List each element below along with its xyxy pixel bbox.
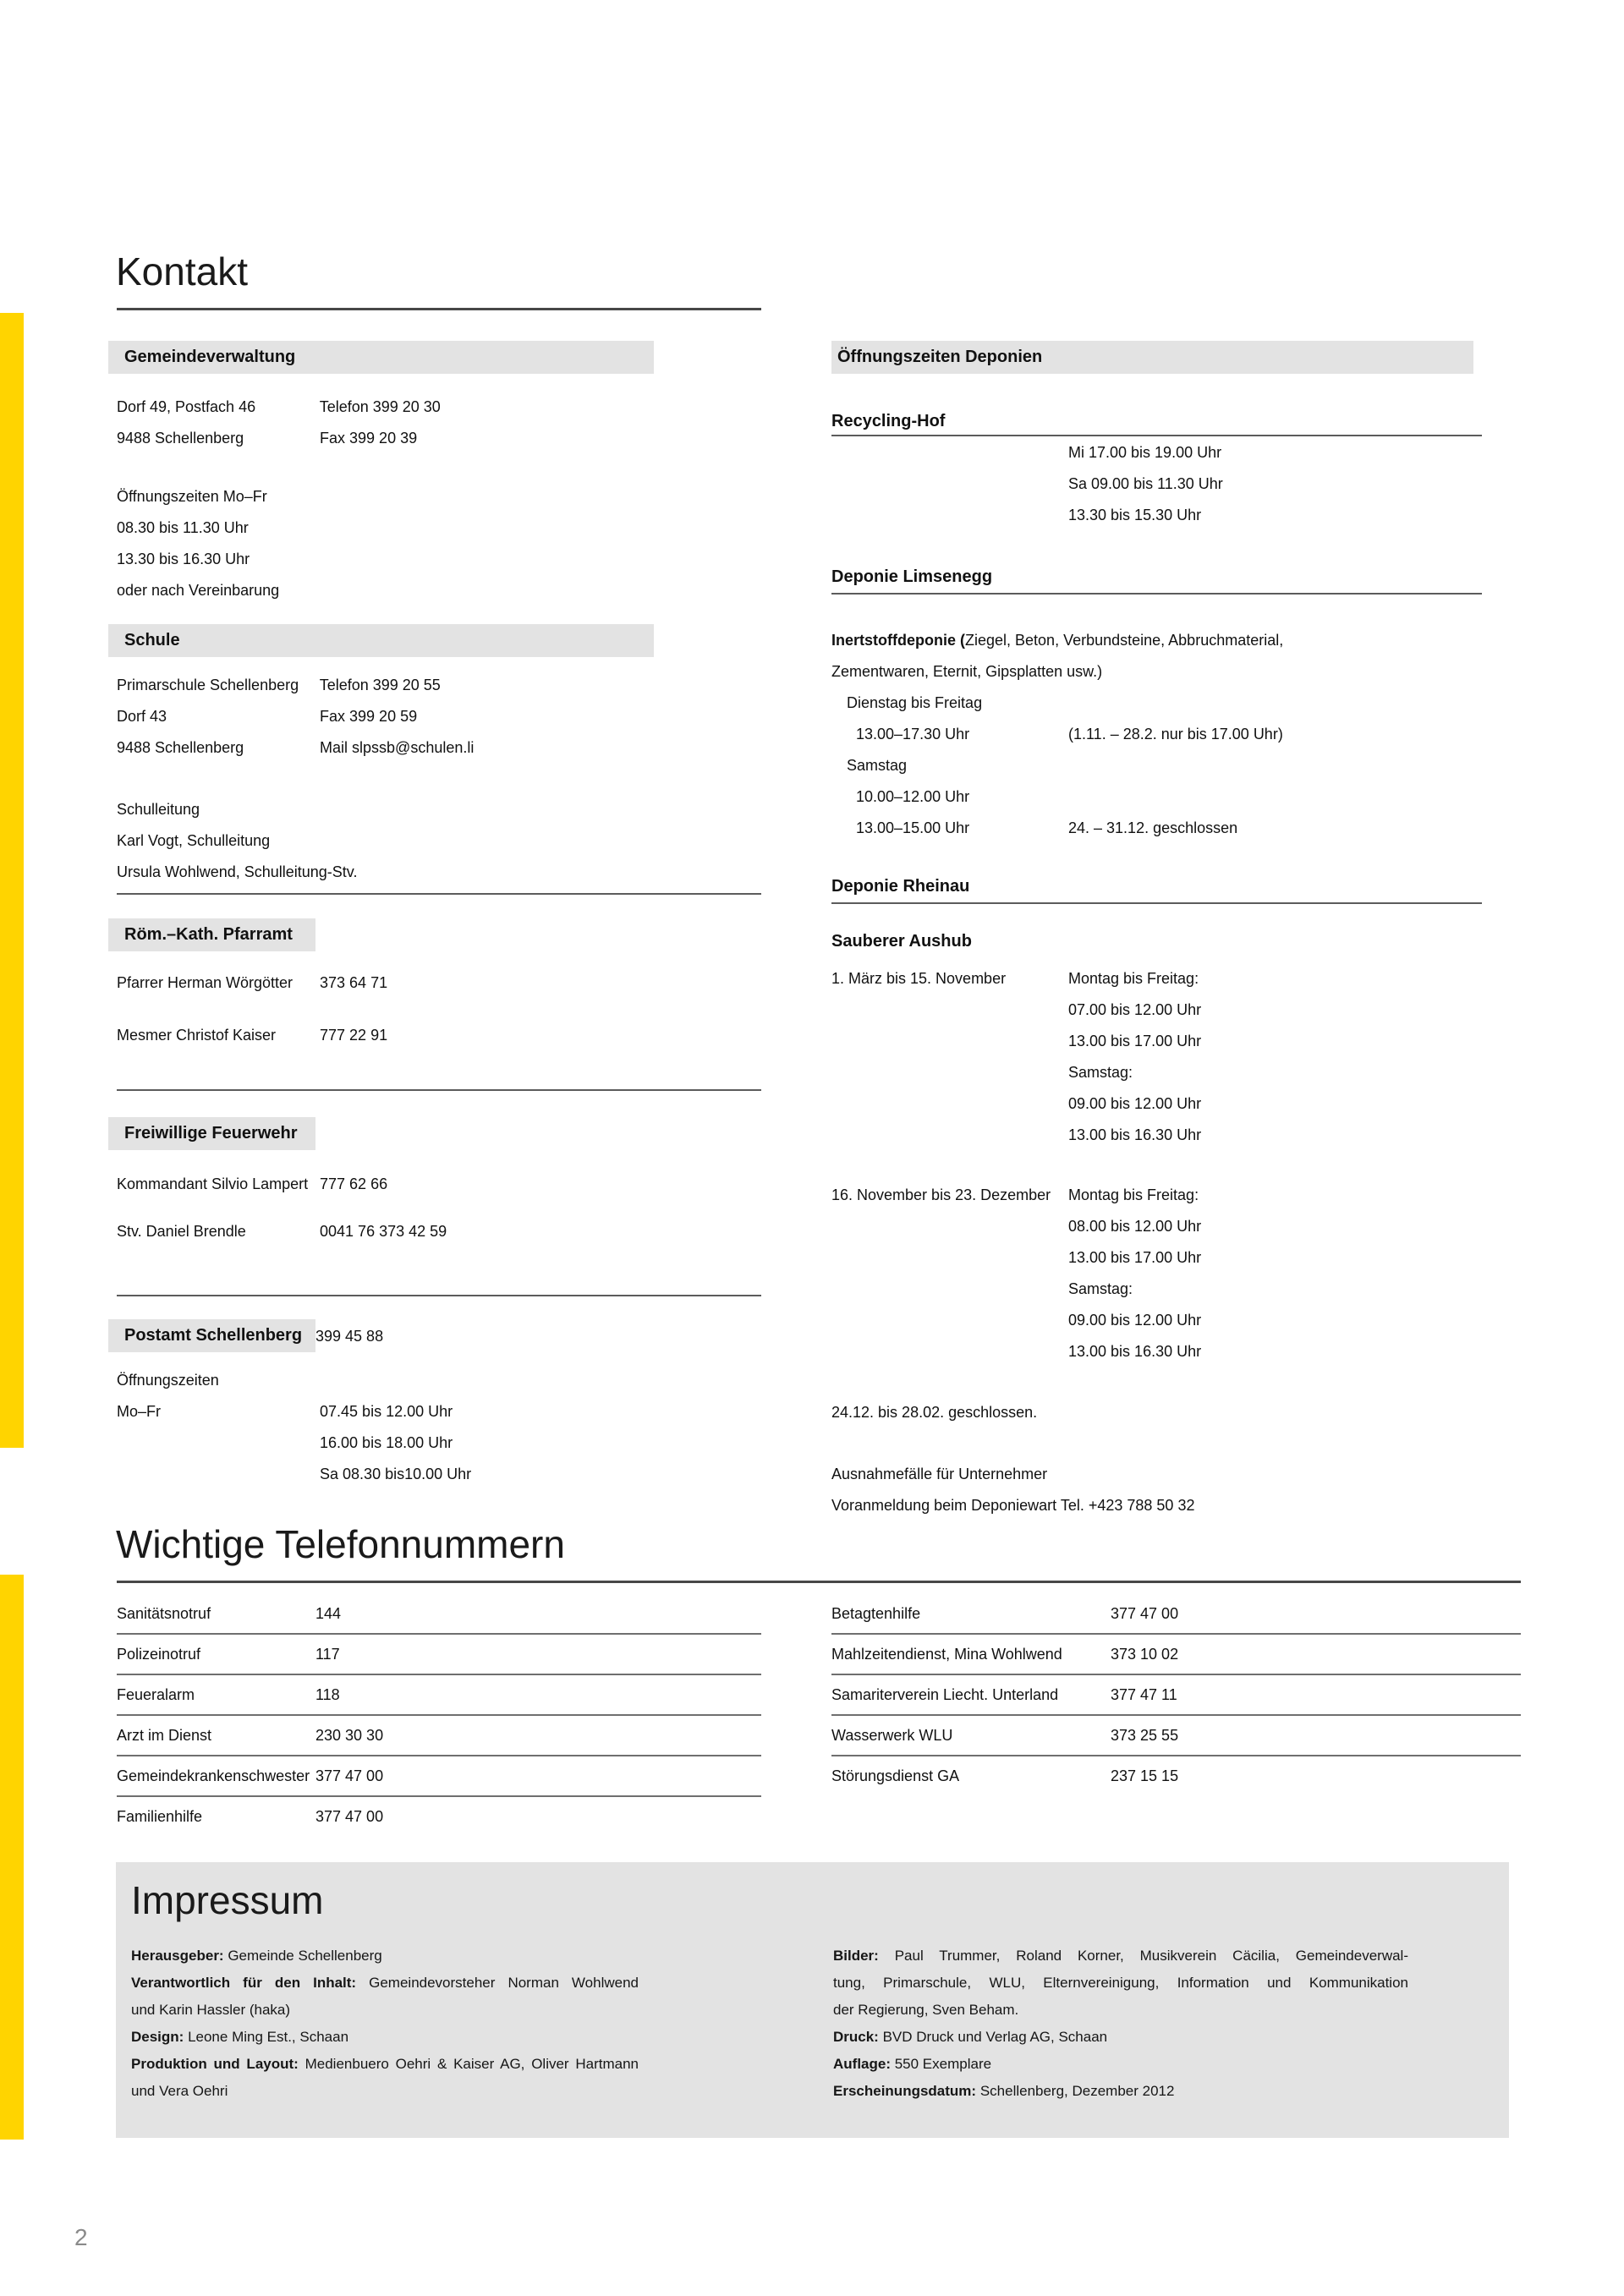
table-row bbox=[831, 1716, 1521, 1756]
winter-note: (1.11. – 28.2. nur bis 17.00 Uhr) bbox=[1068, 726, 1283, 743]
phone-number: 373 25 55 bbox=[1111, 1727, 1179, 1744]
table-row bbox=[117, 1675, 761, 1716]
impressum-right-column bbox=[833, 1943, 1408, 2105]
header-bar-feuerwehr bbox=[108, 1117, 315, 1150]
service-name: Störungsdienst GA bbox=[831, 1767, 960, 1784]
phone-number: 377 47 00 bbox=[315, 1767, 384, 1784]
section-title-telefonnummern: Wichtige Telefonnummern bbox=[116, 1522, 565, 1566]
time-value: 13.00–15.00 Uhr bbox=[856, 819, 970, 836]
phone-number: 377 47 11 bbox=[1111, 1686, 1177, 1703]
day-label: Samstag bbox=[847, 757, 908, 774]
note-line: Ausnahmefälle für Unternehmer bbox=[831, 1466, 1048, 1482]
impressum-line bbox=[833, 1997, 1408, 2024]
time-value: 13.00–17.30 Uhr bbox=[856, 726, 970, 743]
text-line: Schulleitung bbox=[117, 801, 200, 818]
kontakt-title-rule bbox=[117, 308, 761, 310]
header-bar-gemeindeverwaltung bbox=[108, 341, 654, 374]
header-bar-schule bbox=[108, 624, 654, 657]
address-line: Primarschule Schellenberg bbox=[117, 677, 299, 693]
service-name: Arzt im Dienst bbox=[117, 1727, 212, 1744]
address-row bbox=[117, 701, 474, 732]
header-label: Schule bbox=[124, 631, 180, 649]
value: Gemeindevorsteher Norman Wohlwend bbox=[356, 1975, 639, 1991]
closed-note: 24. – 31.12. geschlossen bbox=[1068, 819, 1238, 836]
header-bar-deponien bbox=[831, 341, 1473, 374]
address-row bbox=[117, 423, 441, 454]
impressum-line bbox=[131, 1970, 639, 1997]
header-label: Postamt Schellenberg bbox=[124, 1326, 303, 1345]
stellvertreter-row bbox=[117, 1216, 447, 1247]
rheinau-period-2 bbox=[831, 1180, 1201, 1367]
impressum-line bbox=[833, 2024, 1408, 2051]
phone-number: 377 47 00 bbox=[315, 1808, 384, 1825]
kommandant-row bbox=[117, 1169, 387, 1200]
time-line: 09.00 bis 12.00 Uhr bbox=[1068, 1312, 1202, 1329]
sauberer-aushub-heading: Sauberer Aushub bbox=[831, 932, 972, 951]
header-label: Öffnungszeiten Deponien bbox=[837, 348, 1043, 366]
label: Design: bbox=[131, 2029, 184, 2045]
impressum-line bbox=[833, 1943, 1408, 1970]
hours-line: 13.30 bis 16.30 Uhr bbox=[117, 551, 250, 567]
text-line: Ursula Wohlwend, Schulleitung-Stv. bbox=[117, 863, 358, 880]
person-name: Mesmer Christof Kaiser bbox=[117, 1027, 277, 1044]
value: 550 Exemplare bbox=[891, 2056, 992, 2072]
table-row bbox=[117, 1716, 761, 1756]
service-name: Sanitätsnotruf bbox=[117, 1605, 211, 1622]
label: Verantwortlich für den Inhalt: bbox=[131, 1975, 357, 1991]
service-name: Polizeinotruf bbox=[117, 1646, 201, 1663]
time-line: Samstag: bbox=[1068, 1280, 1133, 1297]
person-name: Kommandant Silvio Lampert bbox=[117, 1175, 309, 1192]
impressum-line bbox=[131, 2051, 639, 2078]
service-name: Familienhilfe bbox=[117, 1808, 203, 1825]
label: Auflage: bbox=[833, 2056, 891, 2072]
time-line: 08.00 bis 12.00 Uhr bbox=[1068, 1218, 1202, 1235]
impressum-left-column bbox=[131, 1943, 639, 2105]
accent-bar-lower bbox=[0, 1575, 24, 2140]
value: tung, Primarschule, WLU, Elternvereinigung, Information und Kommunikation bbox=[833, 1975, 1408, 1991]
recycling-hof-times bbox=[1068, 437, 1223, 531]
deponie-rheinau-rule bbox=[831, 902, 1482, 904]
phone-number: 118 bbox=[315, 1686, 340, 1703]
recycling-hof-rule bbox=[831, 435, 1482, 436]
address-line: Dorf 49, Postfach 46 bbox=[117, 398, 256, 415]
hours-value: 07.45 bis 12.00 Uhr bbox=[320, 1403, 453, 1420]
service-name: Feueralarm bbox=[117, 1686, 195, 1703]
label: Produktion und Layout: bbox=[131, 2056, 299, 2072]
time-line: 13.00 bis 16.30 Uhr bbox=[1068, 1343, 1202, 1360]
gemeindeverwaltung-address bbox=[117, 392, 441, 454]
schedule-line bbox=[831, 688, 1283, 719]
time-line: Samstag: bbox=[1068, 1064, 1133, 1081]
table-row bbox=[831, 1594, 1521, 1635]
hours-line: 08.30 bis 11.30 Uhr bbox=[117, 519, 249, 536]
value: BVD Druck und Verlag AG, Schaan bbox=[878, 2029, 1108, 2045]
address-row bbox=[117, 670, 474, 701]
label: Erscheinungsdatum: bbox=[833, 2083, 977, 2099]
label: Herausgeber: bbox=[131, 1948, 224, 1964]
address-line: 9488 Schellenberg bbox=[117, 430, 244, 447]
value: Medienbuero Oehri & Kaiser AG, Oliver Hartmann bbox=[298, 2056, 639, 2072]
page-number: 2 bbox=[74, 2224, 88, 2250]
time-line: 07.00 bis 12.00 Uhr bbox=[1068, 1001, 1202, 1018]
hours-value: 16.00 bis 18.00 Uhr bbox=[320, 1434, 453, 1451]
value: und Vera Oehri bbox=[131, 2083, 228, 2099]
time-line: Sa 09.00 bis 11.30 Uhr bbox=[1068, 475, 1223, 492]
deponie-limsenegg-heading: Deponie Limsenegg bbox=[831, 567, 993, 586]
phone-value: Telefon 399 20 30 bbox=[319, 398, 441, 415]
impressum-line bbox=[833, 2078, 1408, 2105]
table-row bbox=[831, 1635, 1521, 1675]
impressum-line bbox=[131, 2024, 639, 2051]
time-line: Montag bis Freitag: bbox=[1068, 1186, 1199, 1203]
rheinau-closed-line: 24.12. bis 28.02. geschlossen. bbox=[831, 1404, 1038, 1421]
table-row bbox=[117, 1594, 761, 1635]
period-label: 1. März bis 15. November bbox=[831, 970, 1007, 987]
hours-line: oder nach Vereinbarung bbox=[117, 582, 280, 599]
label: Bilder: bbox=[833, 1948, 879, 1964]
rheinau-period-1 bbox=[831, 963, 1201, 1151]
text-line: Karl Vogt, Schulleitung bbox=[117, 832, 271, 849]
value: Schellenberg, Dezember 2012 bbox=[976, 2083, 1175, 2099]
impressum-line bbox=[131, 2078, 639, 2105]
mesmer-row bbox=[117, 1020, 387, 1051]
service-name: Samariterverein Liecht. Unterland bbox=[831, 1686, 1059, 1703]
impressum-line bbox=[833, 1970, 1408, 1997]
deponie-rheinau-heading: Deponie Rheinau bbox=[831, 877, 970, 896]
phone-table-right bbox=[831, 1594, 1521, 1795]
hours-value: Sa 08.30 bis10.00 Uhr bbox=[320, 1466, 472, 1482]
table-row bbox=[117, 1756, 761, 1797]
rheinau-note bbox=[831, 1459, 1194, 1521]
divider-rule bbox=[117, 893, 761, 895]
schedule-line bbox=[831, 719, 1283, 750]
schedule-line bbox=[831, 750, 1283, 781]
service-name: Mahlzeitendienst, Mina Wohlwend bbox=[831, 1646, 1062, 1663]
time-line: 13.30 bis 15.30 Uhr bbox=[1068, 507, 1202, 523]
table-row bbox=[831, 1675, 1521, 1716]
phone-number: 377 47 00 bbox=[1111, 1605, 1179, 1622]
time-line: Mi 17.00 bis 19.00 Uhr bbox=[1068, 444, 1222, 461]
fax-value: Fax 399 20 39 bbox=[320, 430, 418, 447]
table-row bbox=[831, 1756, 1521, 1795]
time-line: 13.00 bis 17.00 Uhr bbox=[1068, 1033, 1202, 1049]
postamt-phone: 399 45 88 bbox=[315, 1328, 384, 1345]
schule-address bbox=[117, 670, 474, 764]
period-label: 16. November bis 23. Dezember bbox=[831, 1186, 1051, 1203]
table-row bbox=[117, 1797, 761, 1836]
intro-bold: Inertstoffdeponie ( bbox=[831, 632, 965, 649]
impressum-title: Impressum bbox=[131, 1878, 324, 1922]
service-name: Betagtenhilfe bbox=[831, 1605, 921, 1622]
time-line: 13.00 bis 17.00 Uhr bbox=[1068, 1249, 1202, 1266]
header-label: Röm.–Kath. Pfarramt bbox=[124, 925, 293, 944]
person-name: Pfarrer Herman Wörgötter bbox=[117, 974, 294, 991]
mail-value: Mail slpssb@schulen.li bbox=[320, 739, 475, 756]
divider-rule bbox=[117, 1295, 761, 1296]
postamt-hours bbox=[117, 1396, 471, 1490]
accent-bar-upper bbox=[0, 313, 24, 1448]
header-bar-postamt bbox=[108, 1319, 315, 1352]
value: Paul Trummer, Roland Korner, Musikverein Cäcilia, Gemeindeverwal- bbox=[878, 1948, 1408, 1964]
time-line: Montag bis Freitag: bbox=[1068, 970, 1199, 987]
value: und Karin Hassler (haka) bbox=[131, 2002, 291, 2018]
phone-value: 0041 76 373 42 59 bbox=[320, 1223, 447, 1240]
intro-line bbox=[831, 625, 1283, 656]
phone-number: 144 bbox=[315, 1605, 342, 1622]
value: Leone Ming Est., Schaan bbox=[184, 2029, 349, 2045]
header-label: Gemeindeverwaltung bbox=[124, 348, 296, 366]
recycling-hof-heading: Recycling-Hof bbox=[831, 412, 946, 430]
schedule-line bbox=[831, 781, 1283, 813]
impressum-line bbox=[131, 1997, 639, 2024]
time-value: 10.00–12.00 Uhr bbox=[856, 788, 970, 805]
value: der Regierung, Sven Beham. bbox=[833, 2002, 1019, 2018]
pfarrer-row bbox=[117, 967, 387, 999]
value: Gemeinde Schellenberg bbox=[223, 1948, 382, 1964]
address-line: Dorf 43 bbox=[117, 708, 167, 725]
service-name: Wasserwerk WLU bbox=[831, 1727, 953, 1744]
phone-table-left bbox=[117, 1594, 761, 1836]
intro-rest: Ziegel, Beton, Verbundsteine, Abbruchmaterial, bbox=[965, 632, 1284, 649]
limsenegg-details bbox=[831, 625, 1283, 844]
phone-number: 373 10 02 bbox=[1111, 1646, 1179, 1663]
schulleitung-block bbox=[117, 794, 357, 888]
fax-value: Fax 399 20 59 bbox=[320, 708, 418, 725]
telefonnummern-title-rule bbox=[117, 1581, 1521, 1583]
divider-rule bbox=[117, 1089, 761, 1091]
table-row bbox=[117, 1635, 761, 1675]
gemeindeverwaltung-hours bbox=[117, 481, 279, 606]
note-line: Voranmeldung beim Deponiewart Tel. +423 788 50 32 bbox=[831, 1497, 1195, 1514]
intro-line2: Zementwaren, Eternit, Gipsplatten usw.) bbox=[831, 663, 1103, 680]
impressum-line bbox=[131, 1943, 639, 1970]
postamt-hours-label: Öffnungszeiten bbox=[117, 1372, 219, 1389]
address-line: 9488 Schellenberg bbox=[117, 739, 244, 756]
label: Druck: bbox=[833, 2029, 879, 2045]
day-label: Dienstag bis Freitag bbox=[847, 694, 983, 711]
header-bar-pfarramt bbox=[108, 918, 315, 951]
person-name: Stv. Daniel Brendle bbox=[117, 1223, 246, 1240]
hours-line: Öffnungszeiten Mo–Fr bbox=[117, 488, 267, 505]
phone-value: 777 62 66 bbox=[320, 1175, 388, 1192]
time-line: 13.00 bis 16.30 Uhr bbox=[1068, 1126, 1202, 1143]
phone-number: 117 bbox=[315, 1646, 340, 1663]
phone-value: Telefon 399 20 55 bbox=[319, 677, 441, 693]
phone-number: 237 15 15 bbox=[1111, 1767, 1179, 1784]
deponie-limsenegg-rule bbox=[831, 593, 1482, 595]
section-title-kontakt: Kontakt bbox=[116, 249, 248, 293]
phone-number: 230 30 30 bbox=[315, 1727, 384, 1744]
day-label: Mo–Fr bbox=[117, 1403, 162, 1420]
impressum-line bbox=[833, 2051, 1408, 2078]
header-label: Freiwillige Feuerwehr bbox=[124, 1124, 298, 1143]
time-line: 09.00 bis 12.00 Uhr bbox=[1068, 1095, 1202, 1112]
address-row bbox=[117, 732, 474, 764]
phone-value: 373 64 71 bbox=[320, 974, 388, 991]
schedule-line bbox=[831, 813, 1283, 844]
phone-value: 777 22 91 bbox=[320, 1027, 388, 1044]
address-row bbox=[117, 392, 441, 423]
service-name: Gemeindekrankenschwester bbox=[117, 1767, 310, 1784]
